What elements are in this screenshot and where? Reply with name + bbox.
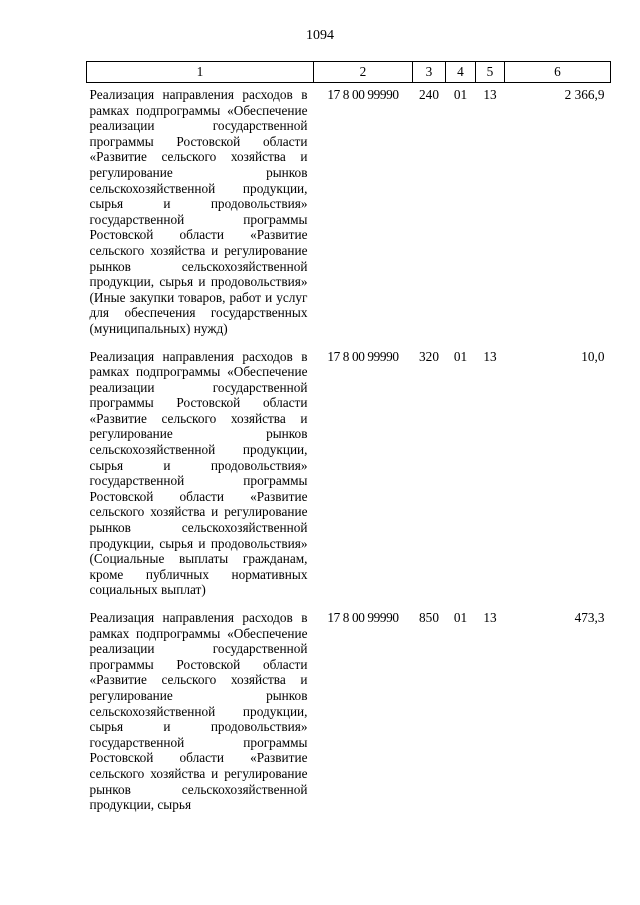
section-code: 01	[453, 610, 468, 625]
expense-description: Реализация направления расходов в рамках подпрограммы «Обеспечение реализации государственной программы Ростовской области «Развитие сельского хозяйства и регулирование рынков сельскохозяйственной продукции, сырья и продовольствия» государственной программы Ростовской области «Развитие сельского хозяйства и регулирование рынков сельскохозяйственной продукции, сырья и продовольствия» (Иные закупки товаров, работ и услуг для обеспечения государственных (муниципальных) нужд)	[89, 87, 308, 336]
subsection-code: 13	[483, 610, 497, 625]
subsection-code: 13	[483, 348, 497, 364]
target-article-code: 17 8 00 99990	[327, 348, 399, 364]
expense-type-code: 320	[419, 348, 439, 364]
expense-description: Реализация направления расходов в рамках подпрограммы «Обеспечение реализации государственной программы Ростовской области «Развитие сельского хозяйства и регулирование рынков сельскохозяйственной продукции, сырья и продовольствия» государственной программы Ростовской области «Развитие сельского хозяйства и регулирование рынков сельскохозяйственной продукции, сырья	[89, 610, 308, 813]
column-header: 6	[505, 62, 611, 83]
subsection-code: 13	[483, 87, 497, 102]
budget-table	[86, 61, 611, 821]
amount-value: 10,0	[581, 348, 605, 364]
page-number: 1094	[306, 28, 334, 43]
column-header: 5	[476, 62, 505, 83]
target-article-code: 17 8 00 99990	[327, 610, 399, 625]
section-code: 01	[453, 348, 468, 364]
expense-type-code: 850	[419, 610, 439, 625]
amount-value: 2 366,9	[564, 87, 605, 102]
table-header-row	[87, 62, 611, 83]
section-code: 01	[453, 87, 468, 102]
table-row	[87, 83, 611, 345]
expense-type-code: 240	[419, 87, 439, 102]
column-header: 3	[413, 62, 446, 83]
table-row	[87, 606, 611, 821]
column-header: 2	[314, 62, 413, 83]
expense-description: Реализация направления расходов в рамках подпрограммы «Обеспечение реализации государственной программы Ростовской области «Развитие сельского хозяйства и регулирование рынков сельскохозяйственной продукции, сырья и продовольствия» государственной программы Ростовской области «Развитие сельского хозяйства и регулирование рынков сельскохозяйственной продукции, сырья и продовольствия» (Социальные выплаты гражданам, кроме публичных нормативных социальных выплат)	[89, 348, 308, 598]
target-article-code: 17 8 00 99990	[327, 87, 399, 102]
amount-value: 473,3	[574, 610, 605, 625]
table-row	[87, 345, 611, 607]
column-header: 4	[446, 62, 476, 83]
column-header: 1	[87, 62, 314, 83]
